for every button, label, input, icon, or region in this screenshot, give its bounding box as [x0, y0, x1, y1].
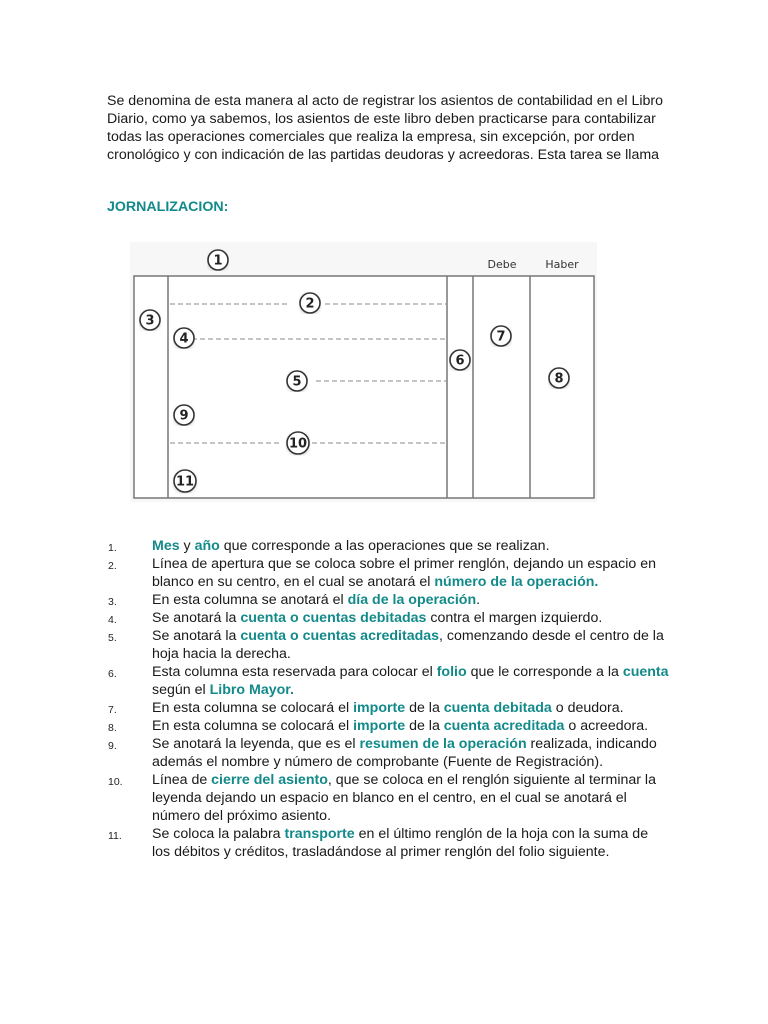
marker-5 [287, 371, 307, 391]
list-item-text: según el [152, 682, 210, 698]
list-item-text: Se coloca la palabra [152, 826, 285, 842]
list-item-text: que corresponde a las operaciones que se realizan. [219, 538, 550, 554]
marker-number: 11 [175, 474, 195, 490]
highlighted-term: importe [353, 718, 406, 734]
journal-diagram-svg [130, 242, 597, 502]
marker-number: 5 [292, 374, 302, 390]
list-item-text: que le corresponde a la [466, 664, 623, 680]
highlighted-term: número de la operación. [434, 574, 599, 590]
marker-number: 3 [145, 313, 155, 329]
list-item-text: En esta columna se colocará el [152, 718, 354, 734]
highlighted-term: cuenta o cuentas debitadas [240, 610, 427, 626]
highlighted-term: cuenta acreditada [443, 718, 565, 734]
list-item-text: , que se coloca en el renglón siguiente al terminar la leyenda dejando un espacio en blanco en el centro, en el cual se anotará el número del próximo asiento. [152, 772, 656, 824]
journal-diagram [130, 242, 597, 502]
list-item-text: o acreedora. [564, 718, 649, 734]
list-item-text: Se anotará la leyenda, que es el [152, 736, 360, 752]
numbered-list [0, 537, 700, 861]
debe-label: Debe [487, 258, 517, 271]
list-item-number: 8. [108, 722, 117, 734]
list-item-number: 6. [108, 668, 117, 680]
highlighted-term: cierre del asiento [211, 772, 328, 788]
highlighted-term: folio [436, 664, 467, 680]
list-item-number: 9. [108, 740, 117, 752]
highlighted-term: transporte [284, 826, 355, 842]
highlighted-term: importe [353, 700, 406, 716]
highlighted-term: resumen de la operación [359, 736, 527, 752]
list-item [0, 555, 700, 591]
list-item [0, 663, 700, 699]
list-item [0, 699, 700, 717]
ledger-sheet [134, 276, 594, 498]
list-item-number: 5. [108, 632, 117, 644]
list-item-text: contra el margen izquierdo. [426, 610, 603, 626]
list-item-text: Se anotará la [152, 610, 241, 626]
list-item-number: 3. [108, 596, 117, 608]
list-item [0, 627, 700, 663]
list-item-text: realizada, indicando además el nombre y número de comprobante (Fuente de Registración). [152, 736, 657, 770]
list-item-number: 4. [108, 614, 117, 626]
marker-10 [287, 432, 309, 454]
list-item [0, 537, 700, 555]
list-item-text: en el último renglón de la hoja con la suma de los débitos y créditos, trasladándose al primer renglón del folio siguiente. [152, 826, 649, 860]
list-item-text: En esta columna se anotará el [152, 592, 348, 608]
highlighted-term: cuenta debitada [443, 700, 552, 716]
highlighted-term: Mes [152, 538, 180, 554]
marker-number: 10 [288, 436, 308, 452]
list-item-number: 1. [108, 542, 117, 554]
list-item [0, 825, 700, 861]
intro-paragraph: Se denomina de esta manera al acto de registrar los asientos de contabilidad en el Libro Diario, como ya sabemos, los asientos de este libro deben practicarse para contabilizar todas las operaciones comerciales que realiza la empresa, sin excepción, por orden cronológico y con indicación de las partidas deudoras y acreedoras. Esta tarea se llama [107, 93, 664, 163]
highlighted-term: Libro Mayor. [209, 682, 294, 698]
list-item-number: 10. [108, 776, 123, 788]
list-item [0, 771, 700, 825]
list-item-text: , comenzando desde el centro de la hoja hacia la derecha. [152, 628, 664, 662]
list-item-number: 2. [108, 560, 117, 572]
list-item [0, 717, 700, 735]
marker-number: 7 [496, 329, 506, 345]
marker-number: 9 [179, 408, 189, 424]
list-item-text: de la [405, 718, 444, 734]
marker-2 [300, 293, 320, 313]
marker-8 [549, 368, 569, 388]
list-item [0, 591, 700, 609]
list-item-text: Esta columna esta reservada para colocar el [152, 664, 437, 680]
marker-11 [174, 470, 196, 492]
marker-number: 1 [213, 253, 223, 269]
marker-9 [174, 405, 194, 425]
list-item-text: Se anotará la [152, 628, 241, 644]
highlighted-term: cuenta o cuentas acreditadas [240, 628, 440, 644]
marker-number: 8 [554, 371, 564, 387]
marker-6 [450, 350, 470, 370]
list-item-text: . [476, 592, 481, 608]
marker-3 [140, 310, 160, 330]
list-item-number: 11. [108, 830, 122, 842]
marker-7 [491, 326, 511, 346]
highlighted-term: día de la operación [347, 592, 477, 608]
highlighted-term: cuenta [622, 664, 669, 680]
haber-label: Haber [545, 258, 579, 271]
marker-4 [174, 328, 194, 348]
marker-number: 6 [455, 353, 465, 369]
list-item-text: de la [405, 700, 444, 716]
highlighted-term: año [194, 538, 220, 554]
list-item [0, 735, 700, 771]
section-heading: JORNALIZACION: [107, 199, 229, 215]
list-item-text: Línea de apertura que se coloca sobre el primer renglón, dejando un espacio en blanco en su centro, en el cual se anotará el [152, 556, 656, 590]
list-item-text: o deudora. [551, 700, 624, 716]
list-item-number: 7. [108, 704, 117, 716]
marker-number: 4 [179, 331, 189, 347]
list-item-text: Línea de [152, 772, 212, 788]
marker-1 [208, 250, 228, 270]
list-item-text: y [179, 538, 195, 554]
marker-number: 2 [305, 296, 315, 312]
list-item [0, 609, 700, 627]
list-item-text: En esta columna se colocará el [152, 700, 354, 716]
